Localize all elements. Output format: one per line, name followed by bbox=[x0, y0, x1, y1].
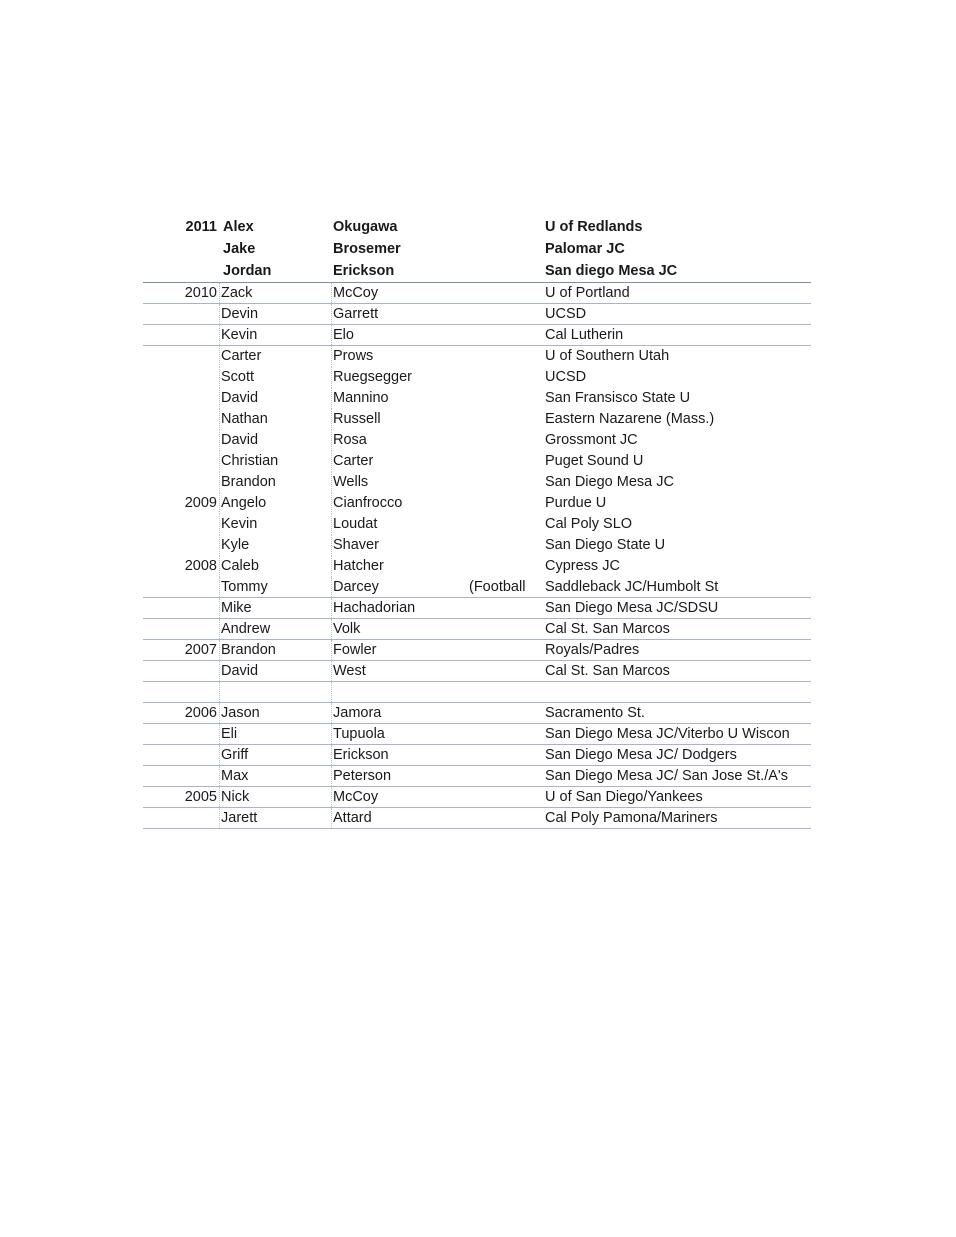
last-name-cell: Ruegsegger bbox=[333, 368, 412, 385]
school-cell: San Diego Mesa JC/ Dodgers bbox=[545, 746, 737, 763]
first-name-cell: Scott bbox=[221, 368, 255, 385]
table-row bbox=[143, 367, 811, 388]
last-name-cell: Hachadorian bbox=[333, 599, 416, 616]
school-cell: San diego Mesa JC bbox=[545, 262, 678, 279]
table-row bbox=[143, 388, 811, 409]
table-row bbox=[143, 619, 811, 640]
cell-gridline bbox=[219, 283, 220, 303]
table-row bbox=[143, 514, 811, 535]
cell-gridline bbox=[219, 640, 220, 660]
school-cell: U of Redlands bbox=[545, 219, 643, 235]
school-cell: San Diego State U bbox=[545, 536, 666, 553]
table-row bbox=[143, 745, 811, 766]
first-name-cell: David bbox=[221, 389, 259, 406]
year-cell: 2010 bbox=[184, 284, 217, 301]
last-name-cell: Hatcher bbox=[333, 557, 384, 574]
school-cell: Puget Sound U bbox=[545, 452, 644, 469]
cell-gridline bbox=[331, 598, 332, 618]
first-name-cell: Eli bbox=[221, 725, 238, 742]
school-cell: San Diego Mesa JC/SDSU bbox=[545, 599, 719, 616]
last-name-cell: Peterson bbox=[333, 767, 392, 784]
school-cell: San Fransisco State U bbox=[545, 389, 691, 406]
last-name-cell: Wells bbox=[333, 473, 369, 490]
cell-gridline bbox=[331, 451, 332, 472]
last-name-cell: Mannino bbox=[333, 389, 389, 406]
cell-gridline bbox=[219, 787, 220, 807]
last-name-cell: Shaver bbox=[333, 536, 379, 553]
table-row bbox=[143, 766, 811, 787]
cell-gridline bbox=[331, 787, 332, 807]
cell-gridline bbox=[331, 619, 332, 639]
year-cell: 2009 bbox=[184, 494, 217, 511]
year-cell: 2007 bbox=[184, 641, 217, 658]
school-cell: San Diego Mesa JC/ San Jose St./A's bbox=[545, 767, 788, 784]
school-cell: Grossmont JC bbox=[545, 431, 638, 448]
first-name-cell: Alex bbox=[223, 219, 254, 235]
cell-gridline bbox=[331, 640, 332, 660]
school-cell: UCSD bbox=[545, 368, 587, 385]
first-name-cell: Jake bbox=[223, 240, 256, 257]
first-name-cell: Jordan bbox=[223, 262, 272, 279]
first-name-cell: Andrew bbox=[221, 620, 271, 637]
last-name-cell: West bbox=[333, 662, 366, 679]
table-row bbox=[143, 682, 811, 703]
school-cell: Cypress JC bbox=[545, 557, 620, 574]
school-cell: U of Southern Utah bbox=[545, 347, 670, 364]
cell-gridline bbox=[219, 514, 220, 535]
cell-gridline bbox=[331, 577, 332, 597]
table-row bbox=[143, 703, 811, 724]
last-name-cell: Attard bbox=[333, 809, 372, 826]
cell-gridline bbox=[331, 409, 332, 430]
school-cell: Purdue U bbox=[545, 494, 607, 511]
first-name-cell: Christian bbox=[221, 452, 279, 469]
cell-gridline bbox=[331, 493, 332, 514]
first-name-cell: David bbox=[221, 662, 259, 679]
first-name-cell: Devin bbox=[221, 305, 259, 322]
school-cell: Saddleback JC/Humbolt St bbox=[545, 578, 719, 595]
first-name-cell: Brandon bbox=[221, 641, 276, 658]
last-name-cell: Jamora bbox=[333, 704, 382, 721]
first-name-cell: Angelo bbox=[221, 494, 267, 511]
school-cell: San Diego Mesa JC bbox=[545, 473, 674, 490]
cell-gridline bbox=[219, 304, 220, 324]
last-name-cell: Rosa bbox=[333, 431, 367, 448]
first-name-cell: Jason bbox=[221, 704, 260, 721]
table-row bbox=[143, 325, 811, 346]
table-row bbox=[143, 260, 811, 282]
table-row bbox=[143, 640, 811, 661]
table-row bbox=[143, 216, 811, 238]
last-name-cell: Russell bbox=[333, 410, 381, 427]
cell-gridline bbox=[219, 703, 220, 723]
last-name-cell: Carter bbox=[333, 452, 374, 469]
cell-gridline bbox=[219, 472, 220, 493]
year-cell: 2008 bbox=[184, 557, 217, 574]
cell-gridline bbox=[331, 514, 332, 535]
school-cell: Royals/Padres bbox=[545, 641, 640, 658]
cell-gridline bbox=[219, 451, 220, 472]
cell-gridline bbox=[219, 409, 220, 430]
cell-gridline bbox=[219, 577, 220, 597]
cell-gridline bbox=[219, 766, 220, 786]
last-name-cell: Okugawa bbox=[333, 219, 398, 235]
last-name-cell: Garrett bbox=[333, 305, 379, 322]
year-cell: 2005 bbox=[184, 788, 217, 805]
table-row bbox=[143, 598, 811, 619]
last-name-cell: Loudat bbox=[333, 515, 378, 532]
school-cell: Cal St. San Marcos bbox=[545, 620, 670, 637]
year-cell: 2006 bbox=[184, 704, 217, 721]
table-row bbox=[143, 430, 811, 451]
cell-gridline bbox=[331, 661, 332, 681]
last-name-cell: Erickson bbox=[333, 746, 389, 763]
school-cell: Palomar JC bbox=[545, 240, 625, 257]
school-cell: Cal Poly SLO bbox=[545, 515, 633, 532]
table-row bbox=[143, 787, 811, 808]
cell-gridline bbox=[219, 724, 220, 744]
last-name-cell: Elo bbox=[333, 326, 354, 343]
first-name-cell: Tommy bbox=[221, 578, 268, 595]
school-cell: UCSD bbox=[545, 305, 587, 322]
table-row bbox=[143, 238, 811, 260]
cell-gridline bbox=[219, 430, 220, 451]
cell-gridline bbox=[331, 682, 332, 702]
school-cell: San Diego Mesa JC/Viterbo U Wiscon bbox=[545, 725, 790, 742]
first-name-cell: Nathan bbox=[221, 410, 268, 427]
first-name-cell: Max bbox=[221, 767, 249, 784]
table-row bbox=[143, 577, 811, 598]
cell-gridline bbox=[219, 535, 220, 556]
cell-gridline bbox=[331, 724, 332, 744]
first-name-cell: Carter bbox=[221, 347, 262, 364]
table-row bbox=[143, 808, 811, 829]
school-cell: Cal Lutherin bbox=[545, 326, 624, 343]
last-name-cell: Fowler bbox=[333, 641, 377, 658]
last-name-cell: Prows bbox=[333, 347, 374, 364]
cell-gridline bbox=[219, 388, 220, 409]
alumni-table bbox=[143, 216, 811, 829]
year-cell: 2011 bbox=[185, 219, 217, 235]
cell-gridline bbox=[331, 535, 332, 556]
first-name-cell: Jarett bbox=[221, 809, 258, 826]
school-cell: Eastern Nazarene (Mass.) bbox=[545, 410, 715, 427]
cell-gridline bbox=[219, 556, 220, 577]
cell-gridline bbox=[219, 661, 220, 681]
first-name-cell: Kyle bbox=[221, 536, 250, 553]
first-name-cell: Kevin bbox=[221, 515, 258, 532]
table-row bbox=[143, 283, 811, 304]
cell-gridline bbox=[219, 682, 220, 702]
cell-gridline bbox=[331, 766, 332, 786]
last-name-cell: Volk bbox=[333, 620, 361, 637]
cell-gridline bbox=[331, 346, 332, 367]
school-cell: Cal Poly Pamona/Mariners bbox=[545, 809, 718, 826]
last-name-cell: Brosemer bbox=[333, 240, 401, 257]
first-name-cell: Brandon bbox=[221, 473, 276, 490]
table-row bbox=[143, 472, 811, 493]
cell-gridline bbox=[219, 325, 220, 345]
table-header-rows bbox=[143, 216, 811, 282]
first-name-cell: Griff bbox=[221, 746, 249, 763]
cell-gridline bbox=[331, 472, 332, 493]
table-row bbox=[143, 451, 811, 472]
first-name-cell: Kevin bbox=[221, 326, 258, 343]
last-name-cell: Erickson bbox=[333, 262, 395, 279]
first-name-cell: Caleb bbox=[221, 557, 259, 574]
last-name-cell: McCoy bbox=[333, 788, 379, 805]
table-row bbox=[143, 535, 811, 556]
table-row bbox=[143, 493, 811, 514]
cell-gridline bbox=[331, 388, 332, 409]
table-row bbox=[143, 346, 811, 367]
school-cell: U of San Diego/Yankees bbox=[545, 788, 703, 805]
cell-gridline bbox=[219, 808, 220, 828]
table-body-rows bbox=[143, 283, 811, 829]
table-row bbox=[143, 661, 811, 682]
cell-gridline bbox=[331, 745, 332, 765]
cell-gridline bbox=[331, 367, 332, 388]
cell-gridline bbox=[331, 556, 332, 577]
table-row bbox=[143, 304, 811, 325]
cell-gridline bbox=[331, 304, 332, 324]
school-cell: Cal St. San Marcos bbox=[545, 662, 670, 679]
last-name-cell: Cianfrocco bbox=[333, 494, 403, 511]
note-cell: (Football bbox=[469, 578, 526, 595]
cell-gridline bbox=[219, 745, 220, 765]
cell-gridline bbox=[331, 283, 332, 303]
cell-gridline bbox=[219, 367, 220, 388]
cell-gridline bbox=[331, 703, 332, 723]
cell-gridline bbox=[219, 598, 220, 618]
last-name-cell: McCoy bbox=[333, 284, 379, 301]
cell-gridline bbox=[219, 619, 220, 639]
cell-gridline bbox=[219, 493, 220, 514]
table-row bbox=[143, 724, 811, 745]
cell-gridline bbox=[331, 325, 332, 345]
table-row bbox=[143, 409, 811, 430]
cell-gridline bbox=[331, 808, 332, 828]
cell-gridline bbox=[219, 346, 220, 367]
first-name-cell: Nick bbox=[221, 788, 250, 805]
last-name-cell: Tupuola bbox=[333, 725, 385, 742]
table-row bbox=[143, 556, 811, 577]
first-name-cell: Zack bbox=[221, 284, 253, 301]
school-cell: U of Portland bbox=[545, 284, 630, 301]
first-name-cell: Mike bbox=[221, 599, 252, 616]
cell-gridline bbox=[331, 430, 332, 451]
school-cell: Sacramento St. bbox=[545, 704, 645, 721]
first-name-cell: David bbox=[221, 431, 259, 448]
last-name-cell: Darcey bbox=[333, 578, 379, 595]
